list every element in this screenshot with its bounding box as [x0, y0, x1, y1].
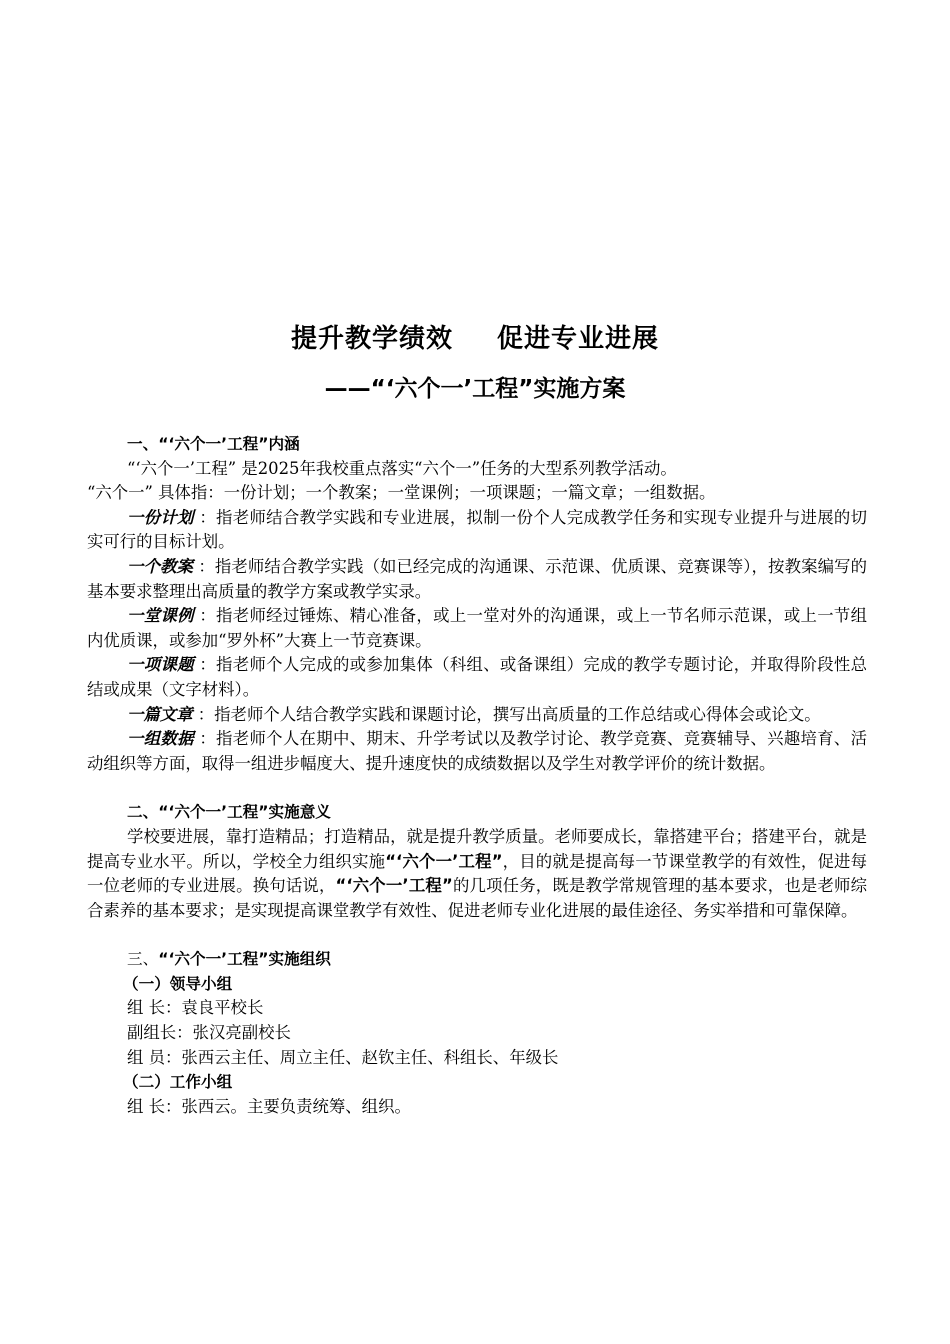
- item-text: ：指老师结合教学实践和专业进展，拟制一份个人完成教学任务和实现专业提升与进展的切实可行的目标计划。: [87, 507, 868, 552]
- item-research-topic: [87, 653, 867, 702]
- item-term: 一个教案: [127, 556, 194, 576]
- item-plan: [87, 506, 867, 555]
- item-text: ：指老师个人结合教学实践和课题讨论，撰写出高质量的工作总结或心得体会或论文。: [197, 704, 821, 724]
- item-lesson-plan: [87, 555, 867, 604]
- item-term: 一堂课例: [127, 606, 194, 626]
- emphasis-project-name: “‘六个一’工程”: [335, 876, 453, 896]
- section-2-paragraph: 学校要进展，靠打造精品；打造精品，就是提升教学质量。老师要成长，靠搭建平台；搭建平台，就是提高专业水平。所以，学校全力组织实施“‘六个一’工程”，目的就是提高每一节课堂教学的有效性，促进每一位老师的专业进展。换句话说，“‘六个一’工程”的几项任务，既是教学常规管理的基本要求，也是老师综合素养的基本要求；是实现提高课堂教学有效性、促进老师专业化进展的最佳途径、务实举措和可靠保障。: [87, 826, 868, 920]
- item-data-set: [87, 727, 867, 776]
- item-term: 一篇文章: [127, 704, 193, 724]
- members-line: 组 员：张西云主任、周立主任、赵钦主任、科组长、年级长: [127, 1047, 559, 1067]
- working-group-title: （二）工作小组: [123, 1073, 233, 1092]
- emphasis-project-name: “‘六个一’工程”: [385, 851, 503, 871]
- section-3-heading: 三、“‘六个一’工程”实施组织: [127, 950, 331, 969]
- item-term: 一组数据: [127, 729, 194, 749]
- section-1-intro-2: “六个一” 具体指：一份计划；一个教案；一堂课例；一项课题；一篇文章；一组数据。: [87, 483, 716, 503]
- leadership-group-title: （一）领导小组: [123, 974, 233, 993]
- working-leader-line: 组 长：张西云。主要负责统筹、组织。: [127, 1096, 411, 1116]
- title-part-2: 促进专业进展: [497, 324, 660, 354]
- document-subtitle: ——“‘六个一’工程”实施方案: [324, 376, 626, 402]
- section-1-heading: 一、“‘六个一’工程”内涵: [127, 435, 300, 453]
- item-text: ：指老师经过锤炼、精心准备，或上一堂对外的沟通课，或上一节名师示范课，或上一节组内优质课，或参加“罗外杯”大赛上一节竞赛课。: [87, 606, 868, 650]
- item-article: [87, 703, 867, 728]
- document-title: [0, 318, 950, 355]
- item-class-example: [87, 604, 867, 653]
- document-body: [87, 432, 867, 1119]
- section-1-intro-1: “‘六个一’工程” 是2025年我校重点落实“六个一”任务的大型系列教学活动。: [127, 458, 677, 478]
- item-term: 一项课题: [127, 655, 194, 675]
- deputy-leader-line: 副组长：张汉亮副校长: [127, 1023, 291, 1043]
- leader-line: 组 长：袁良平校长: [127, 998, 264, 1018]
- item-text: ：指老师个人完成的或参加集体（科组、或备课组）完成的教学专题讨论，并取得阶段性总结或成果（文字材料）。: [87, 655, 868, 699]
- item-text: ：指老师个人在期中、期末、升学考试以及教学讨论、教学竞赛、竞赛辅导、兴趣培育、活动组织等方面，取得一组进步幅度大、提升速度快的成绩数据以及学生对教学评价的统计数据。: [87, 729, 868, 773]
- section-2-heading: 二、“‘六个一’工程”实施意义: [127, 803, 331, 822]
- title-part-1: 提升教学绩效: [290, 324, 453, 354]
- item-term: 一份计划: [127, 507, 194, 527]
- item-text: ：指老师结合教学实践（如已经完成的沟通课、示范课、优质课、竞赛课等），按教案编写的基本要求整理出高质量的教学方案或教学实录。: [87, 556, 867, 601]
